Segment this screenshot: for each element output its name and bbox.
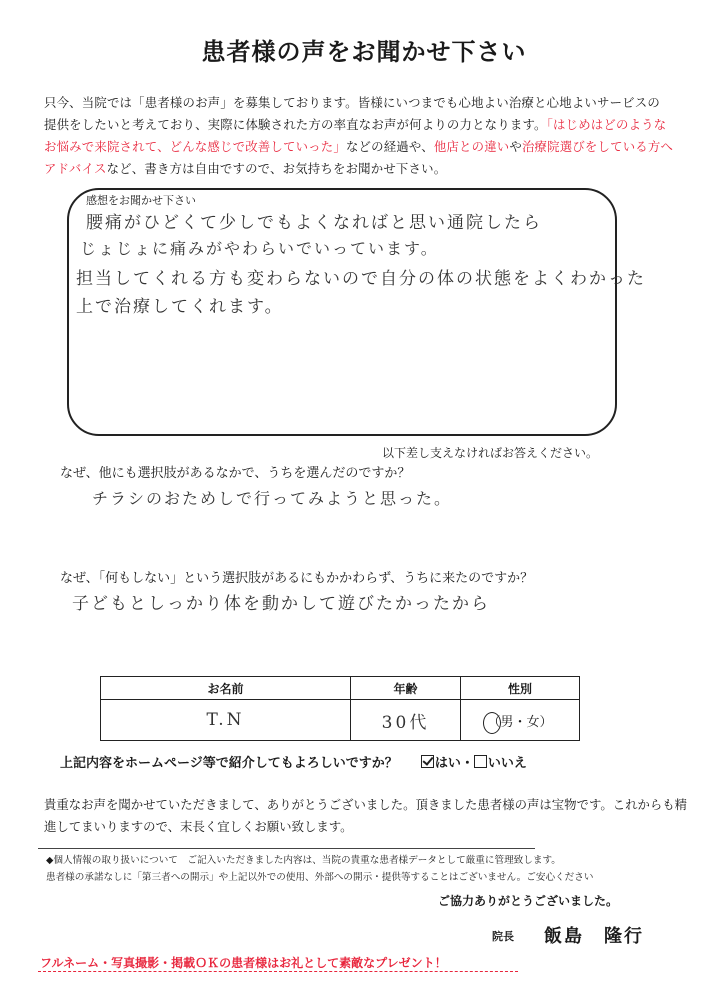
selected-circle-mark [483,712,501,734]
age-value: 30 [381,712,410,733]
consent-yes-label: はい [434,756,461,771]
question-2: なぜ、「何もしない」という選択肢があるにもかかわらず、うちに来たのですか？ [60,571,534,586]
intro-highlight: アドバイス [44,161,107,176]
director-name: 飯島 隆行 [544,926,644,947]
consent-yes-checkbox[interactable] [421,755,434,768]
gender-cell [461,700,580,741]
intro-line-1: 只今、当院では「患者様のお声」を募集しております。皆様にいつまでも心地よい治療と心地よいサービスの [44,95,660,110]
impressions-handwritten-line-3: 担当してくれる方も変わらないので自分の体の状態をよくわかった [76,269,646,289]
age-header: 年齢 [351,677,461,700]
question-1: なぜ、他にも選択肢があるなかで、うちを選んだのですか？ [60,466,411,481]
patient-info-table [100,676,580,741]
name-value: T.N [206,710,245,730]
divider [38,848,535,849]
name-header: お名前 [101,677,351,700]
impressions-handwritten-line-1: 腰痛がひどくて少しでもよくなればと思い通院したら [86,213,542,233]
thanks-text: 貴重なお声を聞かせていただきまして、ありがとうございました。頂きました患者様の声は宝物です。これからも精進してまいりますので、末長く宜しくお願い致します。 [44,797,688,834]
consent-separator: ・ [460,756,474,771]
intro-highlight: お悩みで来院されて、どんな感じで改善していった」 [44,139,346,154]
page-title: 患者様の声をお聞かせ下さい [201,38,527,66]
intro-text-segment: 提供をしたいと考えており、実際に体験された方の率直なお声が何よりの力となります。 [44,117,547,132]
intro-line-2 [44,114,692,136]
optional-note: 以下差し支えなければお答えください。 [382,446,599,460]
cooperation-thanks: ご協力ありがとうございました。 [438,894,619,908]
answer-1-handwritten: チラシのおためしで行ってみようと思った。 [92,489,453,508]
intro-highlight: 「はじめはどのような [546,117,667,132]
director-title: 院長 [492,930,514,943]
intro-text-segment: など、書き方は自由ですので、お気持ちをお聞かせ下さい。 [106,161,447,176]
answer-2-handwritten: 子どもとしっかり体を動かして遊びたかったから [72,594,490,614]
age-cell [351,700,461,741]
impressions-handwritten-line-4: 上で治療してくれます。 [76,297,284,317]
gender-options-text: （男・女） [487,714,553,730]
intro-text-segment: や [509,139,522,154]
impressions-label: 感想をお聞かせ下さい [86,194,196,207]
present-underline [38,971,518,972]
consent-question: 上記内容をホームページ等で紹介してもよろしいですか？ [60,756,398,771]
privacy-line-1: ◆個人情報の取り扱いについて ご記入いただきました内容は、当院の貴重な患者様データとして厳重に管理致します。 [46,855,561,866]
age-unit: 代 [409,712,430,733]
intro-line-4 [44,158,692,180]
consent-no-checkbox[interactable] [474,755,487,768]
intro-highlight: 他店との違い [433,139,510,154]
consent-row [60,752,527,771]
intro-highlight: 治療院選びをしている方へ [521,139,674,154]
present-note: フルネーム・写真撮影・掲載ＯＫの患者様はお礼として素敵なプレゼント！ [40,956,447,970]
intro-text [44,92,692,180]
name-cell [101,700,351,741]
consent-no-label: いいえ [487,756,527,771]
gender-header: 性別 [461,677,580,700]
intro-text-segment: などの経過や、 [345,139,434,154]
gender-options [487,715,552,730]
intro-line-3 [44,136,692,158]
impressions-handwritten-line-2: じょじょに痛みがやわらいでいっています。 [80,239,439,258]
privacy-notice [46,852,593,886]
privacy-line-2: 患者様の承諾なしに「第三者への開示」や上記以外での使用、外部への開示・提供等することはございません。ご安心ください [46,872,594,883]
